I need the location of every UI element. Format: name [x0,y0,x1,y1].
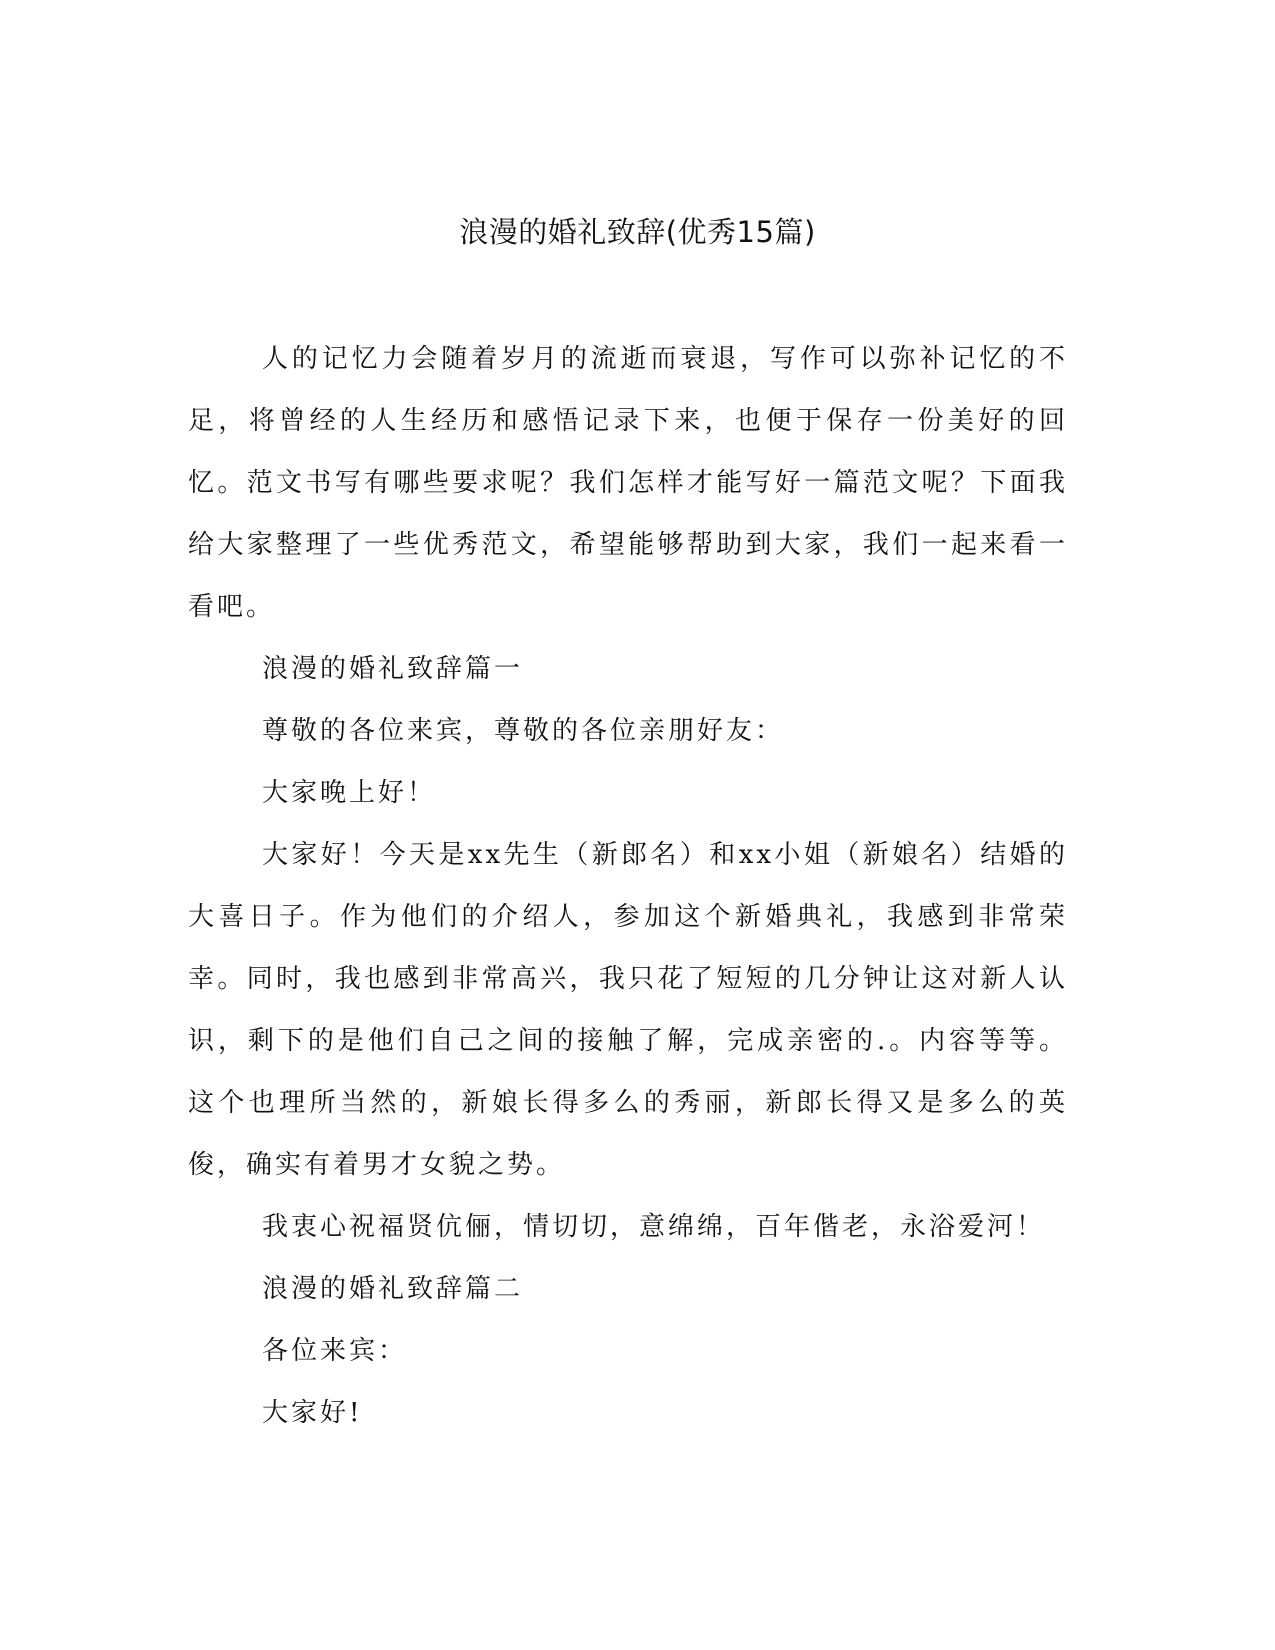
document-body [188,328,1083,1444]
salutation-paragraph-2: 各位来宾： [262,1336,408,1366]
section-heading-1: 浪漫的婚礼致辞篇一 [262,654,524,684]
speech-body-paragraph: 大家好！今天是xx先生（新郎名）和xx小姐（新娘名）结婚的大喜日子。作为他们的介绍人，参加这个新婚典礼，我感到非常荣幸。同时，我也感到非常高兴，我只花了短短的几分钟让这对新人认识，剩下的是他们自己之间的接触了解，完成亲密的.。内容等等。这个也理所当然的，新娘长得多么的秀丽，新郎长得又是多么的英俊，确实有着男才女貌之势。 [188,840,1068,1180]
blessing-paragraph: 我衷心祝福贤伉俪，情切切，意绵绵，百年偕老，永浴爱河！ [262,1212,1046,1242]
salutation-paragraph: 尊敬的各位来宾，尊敬的各位亲朋好友： [262,716,785,746]
document-title: 浪漫的婚礼致辞(优秀15篇) [459,215,816,249]
greeting-paragraph-2: 大家好! [262,1398,363,1428]
section-heading-2: 浪漫的婚礼致辞篇二 [262,1274,524,1304]
intro-paragraph: 人的记忆力会随着岁月的流逝而衰退，写作可以弥补记忆的不足，将曾经的人生经历和感悟记录下来，也便于保存一份美好的回忆。范文书写有哪些要求呢？我们怎样才能写好一篇范文呢？下面我给大家整理了一些优秀范文，希望能够帮助到大家，我们一起来看一看吧。 [188,344,1068,622]
greeting-paragraph: 大家晚上好！ [262,778,437,808]
